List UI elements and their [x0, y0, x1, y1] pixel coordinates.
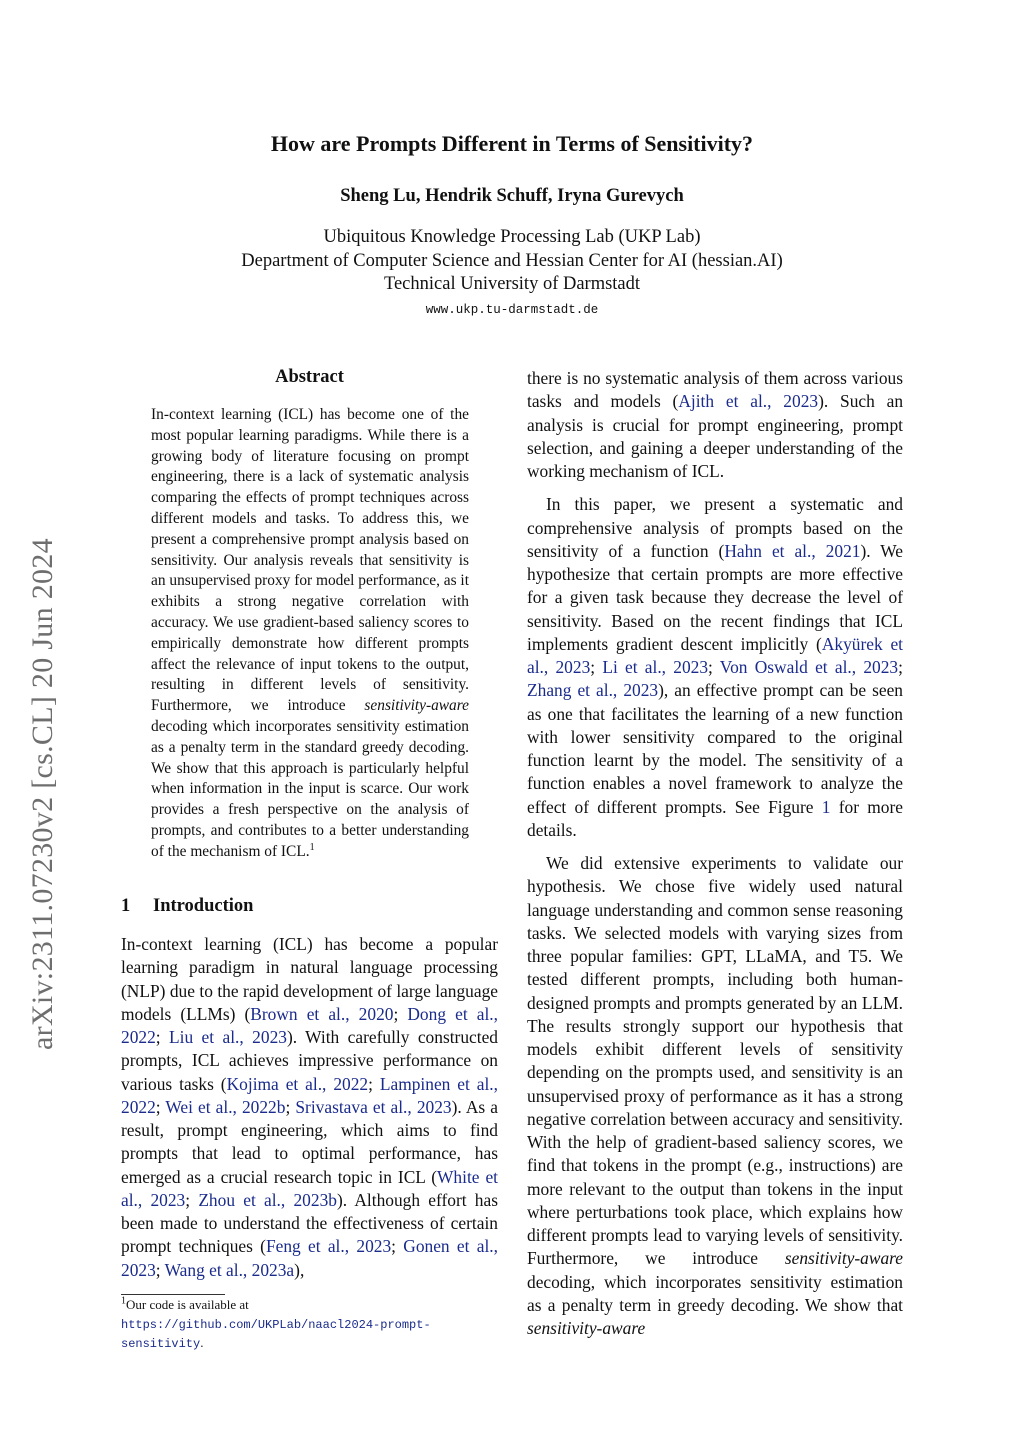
affiliation: [0, 226, 1024, 297]
citation-feng-2023[interactable]: [266, 1236, 391, 1256]
citation-author: Liu et al.,: [169, 1027, 244, 1047]
footnote-number: 1: [121, 1295, 126, 1307]
citation-author: Hahn et al.,: [724, 540, 816, 561]
citation-author: Brown et al.,: [250, 1003, 350, 1024]
figure-reference[interactable]: 1: [821, 796, 831, 817]
body-text: We did extensive experiments to validate our hypothesis. We chose five widely used natural language understanding and common sense reasoning tasks. We selected models with varying sizes from three popular families: GPT, LLaMA, and T5. We tested different prompts, including both human-designed prompts and prompts generated by an LLM. The results strongly support our hypothesis that models exhibit different levels of sensitivity depending on the prompts used, and sensitivity is an unsupervised proxy of performance as it has a strong negative correlation between accuracy and sensitivity. With the help of gradient-based saliency scores, we find that tokens in the prompt (e.g., instructions) are more relevant to the output than tokens in the input where perturbations took place, which explains how different prompts lead to varying levels of sensitivity. Furthermore, we introduce: [527, 853, 903, 1269]
citation-author: Gonen et al.,: [403, 1236, 498, 1257]
citation-year: 2022: [121, 1096, 156, 1117]
body-text: decoding, which incorporates sensitivity estimation as a penalty term in greedy decoding. We show that: [527, 1271, 903, 1315]
intro-text: In-context learning (ICL) has become a popular learning paradigm in natural language processing (NLP) due to the rapid development of large language models (LLMs) (: [121, 934, 498, 1024]
citation-year: 2022: [121, 1027, 156, 1047]
citation-srivastava-2023[interactable]: [295, 1097, 451, 1117]
footnote-end: .: [200, 1335, 204, 1350]
citation-year: 2023: [252, 1027, 287, 1047]
paragraph-experiments: [527, 852, 903, 1340]
citation-von-oswald-2023[interactable]: [720, 657, 898, 677]
paragraph-approach: In this paper, we present a systematic and comprehensive analysis of prompts based on the sensitivity of a function (Hahn et al., 2021). We hypothesize that certain prompts are more effective for a given task because they decrease the level of sensitivity. Based on the recent findings that ICL implements gradient descent implicitly (Akyürek et al., 2023; Li et al., 2023; Von Oswald et al., 2023; Zhang et al., 2023), an effective prompt can be seen as one that facilitates the learning of a new function with lower sensitivity compared to the original function learnt by the model. The sensitivity of a function enables a novel framework to analyze the effect of different prompts. See Figure 1 for more details.: [527, 494, 904, 840]
citation-hahn-2021[interactable]: [724, 541, 860, 561]
citation-year: 2023: [121, 1259, 156, 1280]
paragraph-continuation: [527, 367, 903, 483]
citation-author: Srivastava et al.,: [295, 1096, 412, 1117]
footnote-text: Our code is available at: [126, 1297, 249, 1312]
citation-author: Feng et al.,: [265, 1236, 350, 1257]
intro-text: ). With carefully constructed prompts, ICL achieves impressive performance on various tasks (: [121, 1027, 498, 1094]
abstract-body: [151, 405, 469, 863]
body-text: there is no systematic analysis of them across various tasks and models (: [527, 368, 903, 412]
abstract-text-b: decoding which incorporates sensitivity estimation as a penalty term in the standard greedy decoding. We show that this approach is particularly helpful when information in the input is scarce. Our work provides a fresh perspective on the analysis of prompts, and contributes to a better understanding of the mechanism of ICL.: [151, 717, 469, 860]
citation-liu-2023[interactable]: [169, 1027, 287, 1047]
citation-kojima-2022[interactable]: [227, 1074, 369, 1094]
citation-year: 2023: [673, 657, 709, 677]
body-text: ). Such an analysis is crucial for prompt engineering, prompt selection, and gaining a deeper understanding of the working mechanism of ICL.: [527, 391, 904, 481]
citation-zhou-2023b[interactable]: [198, 1190, 337, 1210]
citation-year: 2021: [825, 540, 861, 561]
body-text: for more details.: [527, 796, 903, 840]
citation-zhang-2023[interactable]: [527, 680, 658, 700]
intro-text: ),: [294, 1259, 305, 1280]
author-list: Sheng Lu, Hendrik Schuff, Iryna Gurevych: [340, 186, 684, 206]
citation-author: White et al.,: [121, 1166, 499, 1210]
body-text: ). We hypothesize that certain prompts are more effective for a given task because they decrease the level of sensitivity. Based on the recent findings that ICL implements gradient descent implicitly (: [527, 540, 903, 654]
section-title: Introduction: [153, 896, 254, 916]
abstract-heading: Abstract: [275, 367, 344, 387]
affiliation-university: Technical University of Darmstadt: [383, 274, 641, 294]
citation-author: Lampinen et al.,: [379, 1073, 498, 1094]
citation-year: 2023: [863, 657, 899, 677]
section-heading-introduction: [121, 896, 253, 917]
citation-year: 2023: [555, 657, 591, 677]
affiliation-lab: Ubiquitous Knowledge Processing Lab (UKP Lab): [323, 227, 701, 247]
citation-author: Zhou et al.,: [198, 1189, 286, 1210]
citation-year: 2023: [416, 1096, 452, 1117]
citation-year: 2022b: [241, 1096, 286, 1117]
citation-author: Kojima et al.,: [226, 1073, 327, 1094]
citation-author: Wei et al.,: [165, 1096, 237, 1117]
citation-wang-2023a[interactable]: [165, 1260, 295, 1280]
body-text: ), an effective prompt can be seen as one that facilitates the learning of a new function with lower sensitivity compared to the original function learnt by the model. The sensitivity of a function enables a novel framework to analyze the effect of different prompts. See Figure: [527, 680, 903, 817]
citation-year: 2023b: [293, 1189, 337, 1210]
right-column: [527, 367, 903, 1340]
emphasis-term: sensitivity-aware: [784, 1248, 903, 1269]
citation-year: 2023: [623, 680, 659, 701]
paper-title: How are Prompts Different in Terms of Sensitivity?: [270, 131, 754, 156]
citation-wei-2022b[interactable]: [165, 1097, 285, 1117]
section-number: 1: [121, 896, 131, 916]
body-text: In this paper, we present a systematic and comprehensive analysis of prompts based on the sensitivity of a function (: [527, 494, 903, 561]
citation-li-2023[interactable]: [602, 657, 708, 677]
intro-text: ). As a result, prompt engineering, which aims to find prompts that lead to optimal performance, has emerged as a crucial research topic in ICL (: [121, 1096, 498, 1187]
citation-ajith-2023[interactable]: [678, 391, 818, 411]
citation-author: Von Oswald et al.,: [719, 657, 857, 677]
citation-author: Ajith et al.,: [678, 391, 772, 412]
citation-author: Zhang et al.,: [527, 680, 618, 701]
citation-year: 2023: [783, 391, 819, 412]
intro-text: ). Although effort has been made to understand the effectiveness of certain prompt techniques (: [121, 1189, 498, 1257]
arxiv-side-stamp: arXiv:2311.07230v2 [cs.CL] 20 Jun 2024: [26, 538, 59, 1050]
citation-author: Wang et al.,: [164, 1259, 248, 1280]
citation-year: 2022: [333, 1073, 369, 1094]
footnote-marker[interactable]: 1: [309, 841, 315, 853]
emphasis-term: sensitivity-aware: [527, 1318, 646, 1338]
abstract-text-a: In-context learning (ICL) has become one of the most popular learning paradigms. While there is a growing body of literature focusing on prompt engineering, there is a lack of systematic analysis comparing the effects of prompt techniques across different models and tasks. To address this, we present a comprehensive prompt analysis based on sensitivity. Our analysis reveals that sensitivity is an unsupervised proxy for model performance, as it exhibits a strong negative correlation with accuracy. We use gradient-based saliency scores to empirically demonstrate how different prompts affect the relevance of input tokens to the output, resulting in different levels of sensitivity. Furthermore, we introduce: [151, 406, 469, 715]
introduction-paragraph: In-context learning (ICL) has become a popular learning paradigm in natural language processing (NLP) due to the rapid development of large language models (LLMs) (Brown et al., 2020; Dong et al., 2022; Liu et al., 2023). With carefully constructed prompts, ICL achieves impressive performance on various tasks (Kojima et al., 2022; Lampinen et al., 2022; Wei et al., 2022b; Srivastava et al., 2023). As a result, prompt engineering, which aims to find prompts that lead to optimal performance, has emerged as a crucial research topic in ICL (White et al., 2023; Zhou et al., 2023b). Although effort has been made to understand the effectiveness of certain prompt techniques (Feng et al., 2023; Gonen et al., 2023; Wang et al., 2023a),: [121, 934, 499, 1280]
code-repository-link[interactable]: https://github.com/UKPLab/naacl2024-prompt-sensitivity: [121, 1317, 431, 1351]
citation-year: 2020: [358, 1003, 394, 1024]
citation-author: Li et al.,: [602, 657, 667, 677]
footnote: [121, 1296, 501, 1354]
citation-brown-2020[interactable]: [250, 1004, 393, 1024]
abstract-emphasis: sensitivity-aware: [364, 697, 469, 715]
citation-author: Akyürek et al.,: [527, 633, 904, 677]
citation-author: Dong et al.,: [407, 1003, 498, 1024]
citation-year: 2023: [150, 1189, 186, 1210]
lab-website: www.ukp.tu-darmstadt.de: [425, 303, 599, 317]
footnote-divider: [121, 1294, 225, 1295]
affiliation-department: Department of Computer Science and Hessian Center for AI (hessian.AI): [241, 250, 783, 271]
citation-year: 2023a: [251, 1259, 295, 1280]
citation-year: 2023: [356, 1236, 392, 1257]
